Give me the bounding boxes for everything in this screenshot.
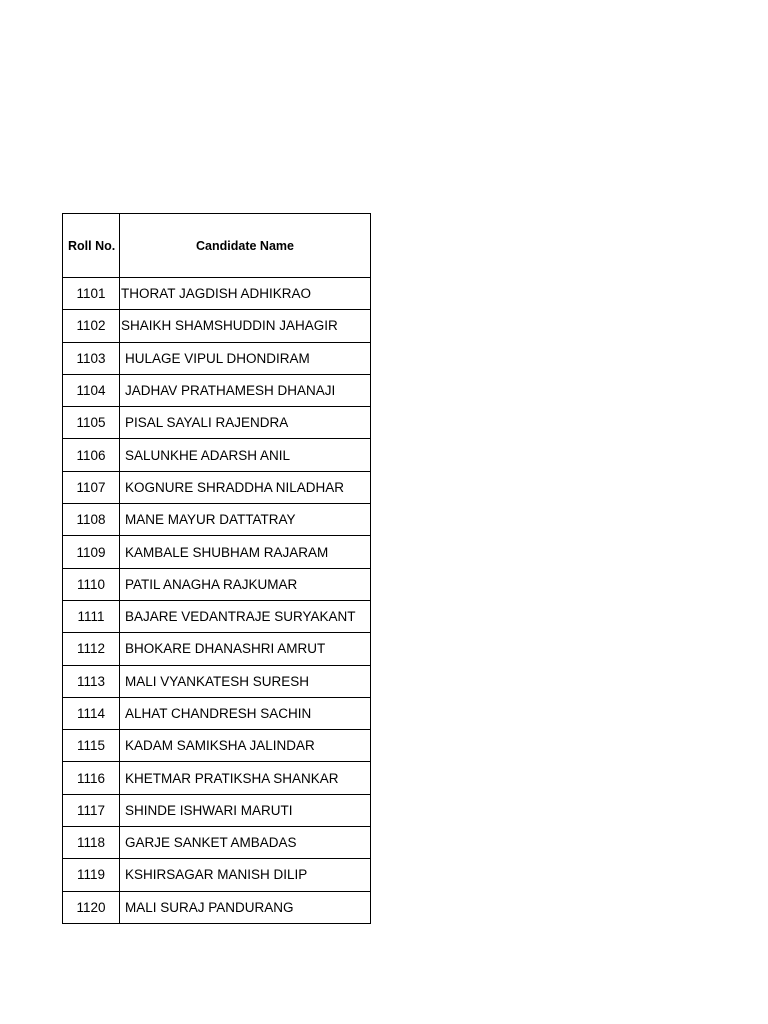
roll-no-cell: 1101 — [63, 278, 120, 310]
table-row — [63, 859, 371, 891]
table-row — [63, 342, 371, 374]
candidate-name-cell: BAJARE VEDANTRAJE SURYAKANT — [120, 600, 371, 632]
table-row — [63, 407, 371, 439]
roll-no-cell: 1117 — [63, 794, 120, 826]
roll-no-cell: 1107 — [63, 471, 120, 503]
roll-no-cell: 1116 — [63, 762, 120, 794]
table-row — [63, 536, 371, 568]
candidate-name-cell: SHINDE ISHWARI MARUTI — [120, 794, 371, 826]
table-row — [63, 600, 371, 632]
candidate-name-cell: PATIL ANAGHA RAJKUMAR — [120, 568, 371, 600]
table-row — [63, 504, 371, 536]
candidate-name-cell: SALUNKHE ADARSH ANIL — [120, 439, 371, 471]
roll-no-cell: 1112 — [63, 633, 120, 665]
roll-no-cell: 1111 — [63, 600, 120, 632]
candidate-name-cell: PISAL SAYALI RAJENDRA — [120, 407, 371, 439]
table-body — [63, 278, 371, 924]
candidate-name-cell: MALI VYANKATESH SURESH — [120, 665, 371, 697]
roll-no-cell: 1118 — [63, 827, 120, 859]
roll-no-cell: 1105 — [63, 407, 120, 439]
roll-no-cell: 1109 — [63, 536, 120, 568]
candidate-name-cell: KHETMAR PRATIKSHA SHANKAR — [120, 762, 371, 794]
header-row — [63, 214, 371, 278]
table-row — [63, 374, 371, 406]
roll-no-cell: 1108 — [63, 504, 120, 536]
roll-no-cell: 1102 — [63, 310, 120, 342]
roll-no-cell: 1110 — [63, 568, 120, 600]
roll-no-cell: 1114 — [63, 697, 120, 729]
candidate-name-cell: KOGNURE SHRADDHA NILADHAR — [120, 471, 371, 503]
candidate-name-cell: KADAM SAMIKSHA JALINDAR — [120, 730, 371, 762]
table-row — [63, 730, 371, 762]
roll-no-cell: 1120 — [63, 891, 120, 923]
candidate-name-cell: SHAIKH SHAMSHUDDIN JAHAGIR — [120, 310, 371, 342]
roll-no-cell: 1106 — [63, 439, 120, 471]
table-row — [63, 568, 371, 600]
candidate-name-header: Candidate Name — [120, 214, 371, 278]
table-row — [63, 891, 371, 923]
candidate-name-cell: KAMBALE SHUBHAM RAJARAM — [120, 536, 371, 568]
table-row — [63, 278, 371, 310]
table-row — [63, 471, 371, 503]
table-row — [63, 794, 371, 826]
candidate-name-cell: THORAT JAGDISH ADHIKRAO — [120, 278, 371, 310]
table-row — [63, 762, 371, 794]
candidate-name-cell: MALI SURAJ PANDURANG — [120, 891, 371, 923]
table-row — [63, 827, 371, 859]
table-row — [63, 633, 371, 665]
table-row — [63, 697, 371, 729]
roll-no-cell: 1119 — [63, 859, 120, 891]
candidate-name-cell: BHOKARE DHANASHRI AMRUT — [120, 633, 371, 665]
candidate-name-cell: GARJE SANKET AMBADAS — [120, 827, 371, 859]
candidate-name-cell: KSHIRSAGAR MANISH DILIP — [120, 859, 371, 891]
candidate-name-cell: MANE MAYUR DATTATRAY — [120, 504, 371, 536]
table-row — [63, 665, 371, 697]
table-row — [63, 310, 371, 342]
roll-no-cell: 1103 — [63, 342, 120, 374]
roll-no-cell: 1115 — [63, 730, 120, 762]
table-header — [63, 214, 371, 278]
table-row — [63, 439, 371, 471]
roll-no-header: Roll No. — [63, 214, 120, 278]
candidate-name-cell: JADHAV PRATHAMESH DHANAJI — [120, 374, 371, 406]
roll-no-cell: 1104 — [63, 374, 120, 406]
candidate-table — [62, 213, 371, 924]
roll-no-cell: 1113 — [63, 665, 120, 697]
candidate-name-cell: ALHAT CHANDRESH SACHIN — [120, 697, 371, 729]
candidate-name-cell: HULAGE VIPUL DHONDIRAM — [120, 342, 371, 374]
